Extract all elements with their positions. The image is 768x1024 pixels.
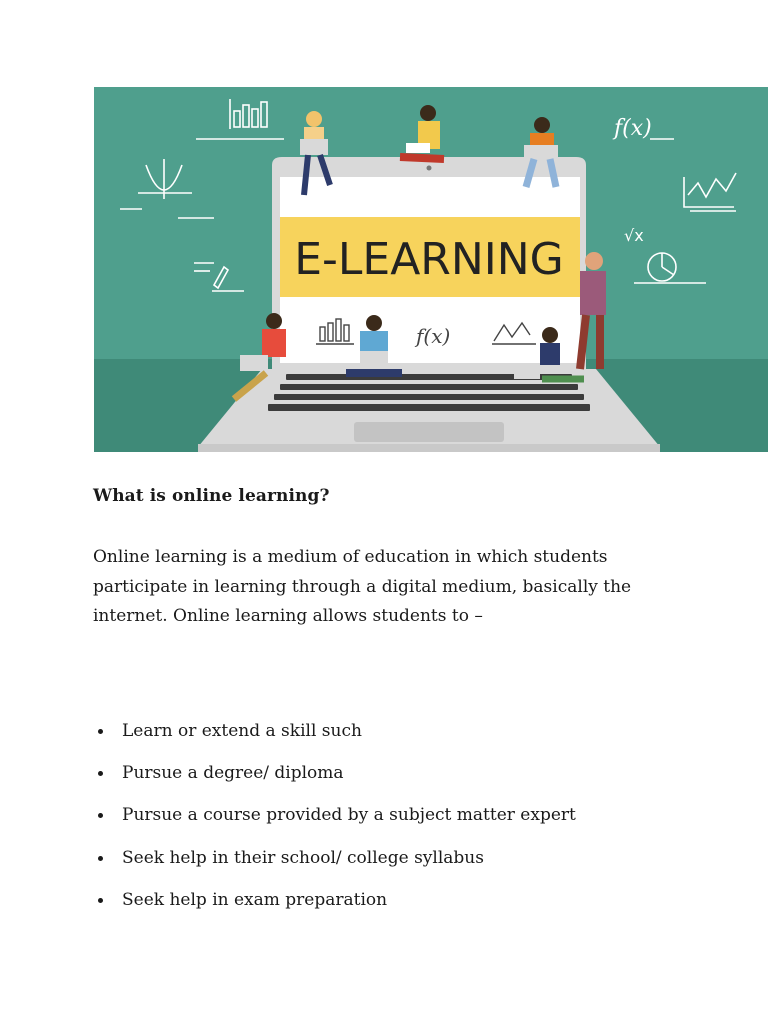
bullet-icon [98, 856, 103, 861]
svg-text:f(x): f(x) [614, 116, 652, 141]
list-item-text: Learn or extend a skill such [122, 721, 362, 741]
elearning-banner-image [94, 87, 768, 452]
list-item-text: Pursue a course provided by a subject matter expert [122, 805, 576, 826]
list-item [93, 801, 693, 843]
list-item [93, 886, 693, 928]
list-item [93, 844, 693, 886]
list-item [93, 759, 693, 801]
svg-text:f(x): f(x) [416, 324, 451, 348]
bullet-icon [98, 729, 103, 734]
article-heading: What is online learning? [93, 486, 330, 506]
banner-title: E-LEARNING [294, 234, 564, 285]
bullet-list [93, 717, 693, 928]
svg-text:√x: √x [624, 226, 644, 245]
bullet-icon [98, 898, 103, 903]
list-item [93, 717, 693, 759]
bullet-icon [98, 813, 103, 818]
bullet-icon [98, 771, 103, 776]
article-paragraph: Online learning is a medium of education in which students participate in learning through a digital medium, basically the internet. Online learning allows students to – [93, 547, 632, 626]
list-item-text: Pursue a degree/ diploma [122, 763, 344, 784]
list-item-text: Seek help in exam preparation [122, 889, 388, 910]
list-item-text: Seek help in their school/ college syllabus [122, 847, 484, 868]
